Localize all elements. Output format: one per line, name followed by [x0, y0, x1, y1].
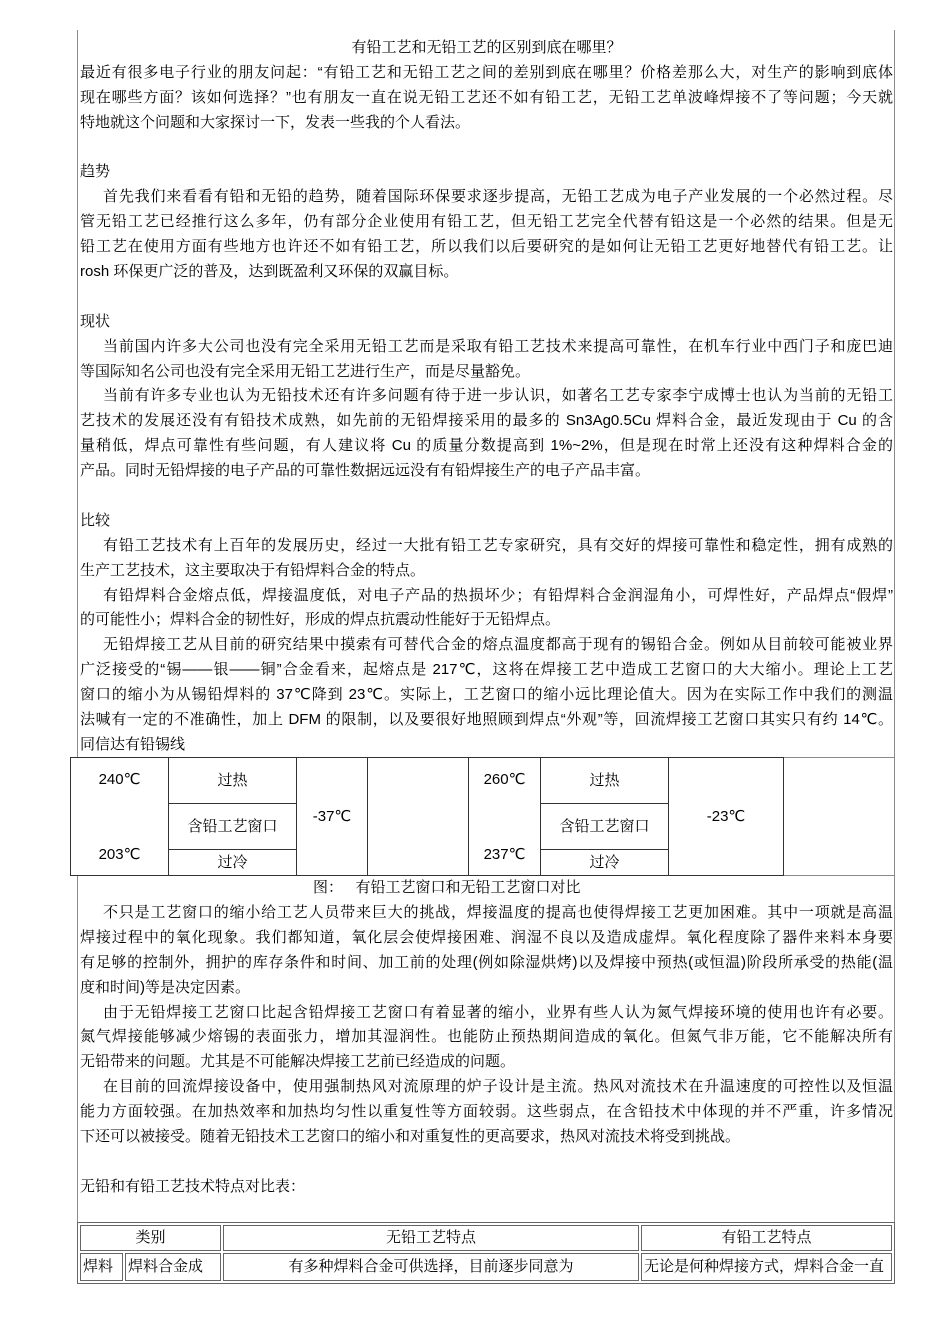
header-lead-free: 无铅工艺特点 [223, 1225, 639, 1251]
row-leaded: 无论是何种焊接方式，焊料合金一直 [641, 1253, 892, 1281]
lead-free-zone-window: 含铅工艺窗口 [541, 804, 669, 850]
lead-free-zone-overheat: 过热 [541, 758, 669, 804]
blank-line [80, 484, 893, 509]
article-body-bottom [80, 901, 893, 1200]
text-line: 特地就这个问题和大家探讨一下，发表一些我的个人看法。 [80, 113, 471, 131]
lead-free-top-temp: 260℃ [483, 771, 526, 788]
text-line: 艺技术的发展还没有有铅技术成熟，如先前的无铅焊接采用的最多的 Sn3Ag0.5Cu 焊料合金，最近发现由于 Cu 的含 [80, 412, 893, 430]
text-line: 由于无铅焊接工艺窗口比起含铅焊接工艺窗口有着显著的缩小，业界有些人认为氮气焊接环境的使用也许有必要。 [103, 1003, 893, 1021]
figure-caption: 图： 有铅工艺窗口和无铅工艺窗口对比 [313, 879, 581, 896]
frame-left-rule-bottom [77, 875, 78, 1222]
section-heading-comparison: 比较 [80, 511, 111, 529]
leaded-temperature-cell [71, 758, 169, 876]
text-line: 不只是工艺窗口的缩小给工艺人员带来巨大的挑战，焊接温度的提高也使得焊接工艺更加困难。其中一项就是高温 [103, 904, 893, 921]
comparison-table-title: 无铅和有铅工艺技术特点对比表： [80, 1177, 306, 1195]
text-line: 当前国内许多大公司也没有完全采用无铅工艺而是采取有铅工艺技术来提高可靠性，在机车行业中西门子和庞巴迪 [103, 337, 893, 355]
trend-paragraph-1 [80, 185, 893, 285]
text-line: 有铅焊料合金熔点低，焊接温度低，对电子产品的热损坏少；有铅焊料合金润湿角小，可焊性好，产品焊点“假焊” [103, 586, 893, 604]
text-line: 有足够的控制外，拥护的库存条件和时间、加工前的处理(例如除湿烘烤)以及焊接中预热(或恒温)阶段所承受的热能(温 [80, 953, 893, 971]
comparison-paragraph-1 [80, 534, 893, 584]
leaded-zone-window: 含铅工艺窗口 [169, 804, 297, 850]
frame-right-rule [894, 30, 895, 1222]
table-row [80, 1253, 892, 1281]
text-line: 产品。同时无铅焊接的电子产品的可靠性数据远远没有有铅焊接生产的电子产品丰富。 [80, 462, 651, 480]
leaded-zone-undercool: 过冷 [169, 850, 297, 876]
leaded-zone-overheat: 过热 [169, 758, 297, 804]
frame-rule-figure-bottom [783, 875, 895, 876]
blank-line [80, 1150, 893, 1175]
status-paragraph-1 [80, 335, 893, 385]
section-heading-status: 现状 [80, 312, 111, 330]
text-line: 度和时间)等是决定因素。 [80, 978, 250, 996]
text-line: 等国际知名公司也没有完全采用无铅工艺进行生产，而是尽量豁免。 [80, 362, 531, 380]
lead-free-temperature-cell [469, 758, 541, 876]
article-title: 有铅工艺和无铅工艺的区别到底在哪里？ [351, 39, 622, 56]
blank-line [80, 285, 893, 310]
text-line: 有铅工艺技术有上百年的发展历史，经过一大批有铅工艺专家研究，具有交好的焊接可靠性和稳定性，拥有成熟的 [103, 536, 893, 554]
text-line: rosh 环保更广泛的普及，达到既盈利又环保的双赢目标。 [80, 263, 459, 281]
body-paragraph-nitrogen [80, 1001, 893, 1076]
text-line: 窗口的缩小为从锡铅焊料的 37℃降到 23℃。实际上，工艺窗口的缩小远比理论值大。因为在实际工作中我们的测温 [80, 686, 893, 704]
text-line: 无铅焊接工艺从目前的研究结果中摸索有可替代合金的熔点温度都高于现有的锡铅合金。例如从目前较可能被业界 [103, 636, 893, 654]
text-line: 量稍低，焊点可靠性有些问题，有人建议将 Cu 的质量分数提高到 1%~2%，但是现在时常上还没有这种焊料合金的 [80, 437, 893, 455]
leaded-top-temp: 240℃ [98, 771, 141, 788]
text-line: 最近有很多电子行业的朋友问起：“有铅工艺和无铅工艺之间的差别到底在哪里？价格差那么大，对生产的影响到底体 [80, 63, 893, 81]
text-line: 同信达有铅锡线 [80, 735, 186, 753]
text-line: 生产工艺技术，这主要取决于有铅焊料合金的特点。 [80, 561, 426, 579]
lead-free-bottom-temp: 237℃ [483, 846, 526, 863]
lead-free-window-delta: -23℃ [669, 758, 784, 876]
text-line: 在目前的回流焊接设备中，使用强制热风对流原理的炉子设计是主流。热风对流技术在升温速度的可控性以及恒温 [103, 1078, 893, 1096]
text-line: 下还可以被接受。随着无铅技术工艺窗口的缩小和对重复性的更高要求，热风对流技术将受到挑战。 [80, 1128, 741, 1146]
process-window-figure [70, 757, 784, 876]
body-paragraph-oxidation [80, 901, 893, 1001]
text-line: 能力方面较强。在加热效率和加热均匀性以重复性等方面较弱。这些弱点，在含铅技术中体现的并不严重，许多情况 [80, 1103, 893, 1121]
text-line: 的可能性小；焊料合金的韧性好，形成的焊点抗震动性能好于无铅焊点。 [80, 611, 561, 629]
text-line: 焊接过程中的氧化现象。我们都知道，氧化层会使焊接困难、润湿不良以及造成虚焊。氧化程度除了器件来料本身要 [80, 928, 893, 946]
table-header-row [80, 1225, 892, 1251]
leaded-bottom-temp: 203℃ [98, 846, 141, 863]
text-line: 首先我们来看看有铅和无铅的趋势，随着国际环保要求逐步提高，无铅工艺成为电子产业发展的一个必然过程。尽 [103, 188, 893, 206]
section-heading-trend: 趋势 [80, 163, 111, 181]
text-line: 氮气焊接能够减少熔锡的表面张力，增加其湿润性。也能防止预热期间造成的氧化。但氮气非万能，它不能解决所有 [80, 1028, 893, 1046]
blank-line [80, 136, 893, 161]
text-line: 广泛接受的“锡——银——铜”合金看来，起熔点是 217℃，这将在焊接工艺中造成工艺窗口的大大缩小。理论上工艺 [80, 661, 893, 679]
text-line: 无铅带来的问题。尤其是不可能解决焊接工艺前已经造成的问题。 [80, 1053, 516, 1071]
row-category: 焊料 [80, 1253, 123, 1281]
text-line: 管无铅工艺已经推行这么多年，仍有部分企业使用有铅工艺，但无铅工艺完全代替有铅这是一个必然的结果。但是无 [80, 213, 893, 231]
figure-spacer-cell [368, 758, 469, 876]
comparison-paragraph-2 [80, 584, 893, 634]
row-subcategory: 焊料合金成 [125, 1253, 221, 1281]
article-body-top [80, 36, 893, 758]
lead-free-zone-undercool: 过冷 [541, 850, 669, 876]
header-leaded: 有铅工艺特点 [641, 1225, 892, 1251]
text-line: 法喊有一定的不准确性，加上 DFM 的限制，以及要很好地照顾到焊点“外观”等，回流焊接工艺窗口其实只有约 14℃。 [80, 711, 893, 729]
feature-comparison-table [77, 1222, 895, 1284]
leaded-window-delta: -37℃ [297, 758, 368, 876]
row-lead-free: 有多种焊料合金可供选择，目前逐步同意为 [223, 1253, 639, 1281]
comparison-paragraph-3 [80, 633, 893, 757]
status-paragraph-2 [80, 384, 893, 484]
text-line: 现在哪些方面？该如何选择？”也有朋友一直在说无铅工艺还不如有铅工艺，无铅工艺单波峰焊接不了等问题；今天就 [80, 88, 893, 106]
body-paragraph-reflow [80, 1075, 893, 1150]
intro-paragraph [80, 61, 893, 136]
text-line: 当前有许多专业也认为无铅技术还有许多问题有待于进一步认识，如著名工艺专家李宁成博士也认为当前的无铅工 [103, 387, 893, 405]
frame-left-rule-top [77, 30, 78, 757]
text-line: 铅工艺在使用方面有些地方也许还不如有铅工艺，所以我们以后要研究的是如何让无铅工艺更好地替代有铅工艺。让 [80, 238, 893, 256]
header-category: 类别 [80, 1225, 221, 1251]
